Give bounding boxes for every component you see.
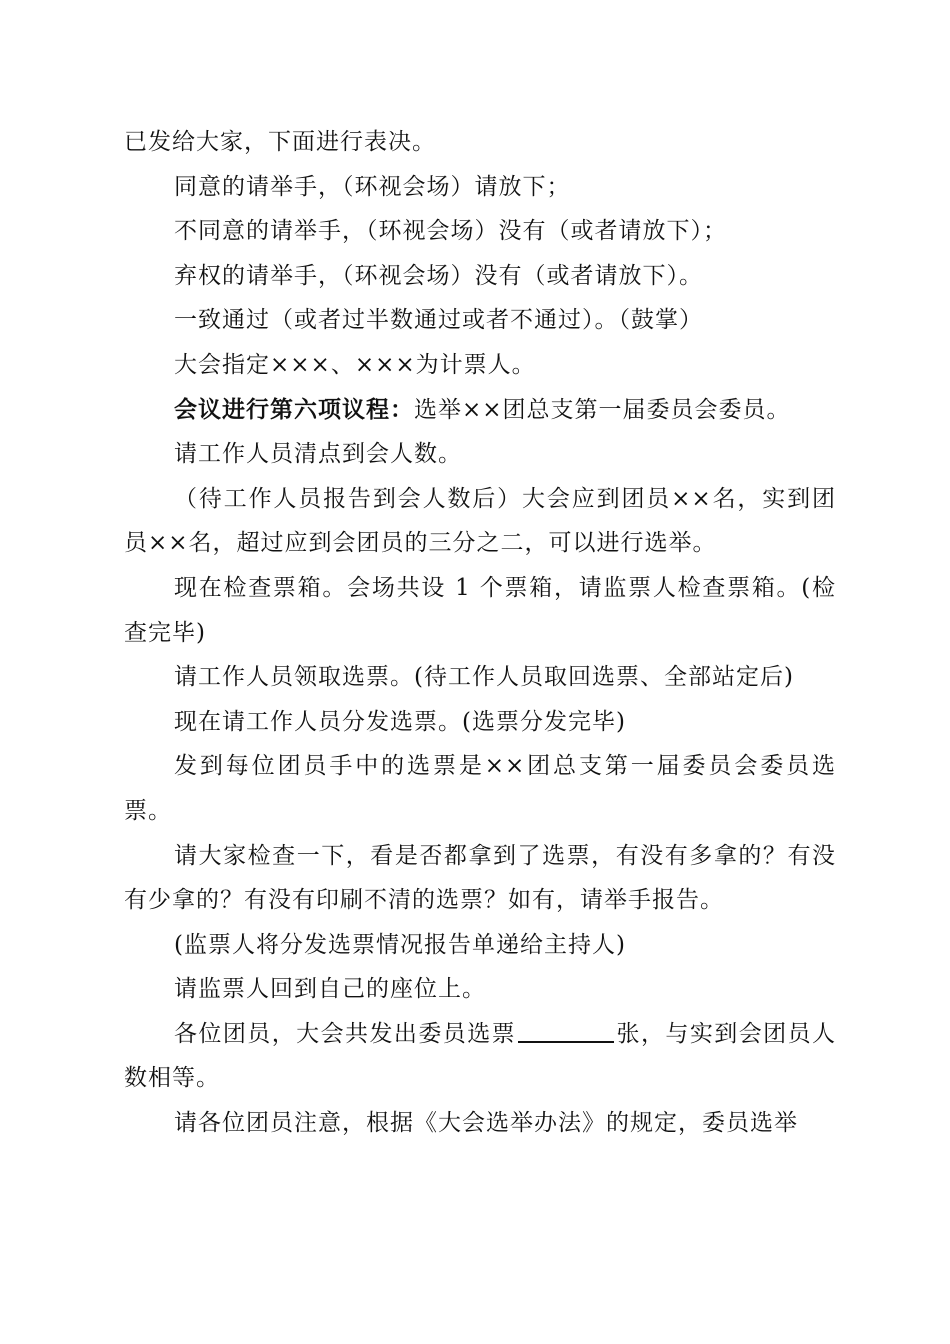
paragraph-ballot-type: 发到每位团员手中的选票是××团总支第一届委员会委员选票。 [124, 753, 836, 824]
document-body [124, 120, 836, 1146]
paragraph-check-ballots: 请大家检查一下，看是否都拿到了选票，有没有多拿的？有没有少拿的？有没有印刷不清的选票？如有，请举手报告。 [124, 842, 836, 914]
paragraph-attendance: （待工作人员报告到会人数后）大会应到团员××名，实到团员××名，超过应到会团员的三分之二，可以进行选举。 [124, 485, 836, 557]
paragraph-agenda-item-six [124, 388, 836, 433]
agenda-item-lead: 会议进行第六项议程： [174, 396, 414, 423]
paragraph-election-rules: 请各位团员注意，根据《大会选举办法》的规定，委员选举 [174, 1110, 798, 1137]
paragraph-ballot-count [124, 1012, 836, 1101]
paragraph-ballot-box: 现在检查票箱。会场共设 1 个票箱，请监票人检查票箱。(检查完毕) [124, 574, 836, 646]
agenda-item-text: 选举××团总支第一届委员会委员。 [414, 396, 791, 423]
ballot-count-blank [518, 1017, 614, 1043]
paragraph-return-seats: 请监票人回到自己的座位上。 [174, 976, 486, 1003]
paragraph-distribute-ballots: 现在请工作人员分发选票。(选票分发完毕) [174, 708, 626, 735]
paragraph-disagree: 不同意的请举手，（环视会场）没有（或者请放下）； [174, 218, 727, 245]
paragraph-headcount: 请工作人员清点到会人数。 [174, 441, 462, 468]
paragraph-counters: 大会指定×××、×××为计票人。 [174, 351, 536, 378]
paragraph-agree: 同意的请举手，（环视会场）请放下； [174, 173, 571, 200]
ballot-count-after: 张，与实到会团员人数相等。 [124, 1020, 837, 1092]
paragraph-continuation: 已发给大家，下面进行表决。 [124, 129, 436, 155]
paragraph-result: 一致通过（或者过半数通过或者不通过）。（鼓掌） [174, 307, 703, 334]
paragraph-abstain: 弃权的请举手，（环视会场）没有（或者请放下）。 [174, 262, 703, 289]
ballot-count-before: 各位团员，大会共发出委员选票 [174, 1020, 517, 1047]
paragraph-collect-ballots: 请工作人员领取选票。(待工作人员取回选票、全部站定后) [174, 664, 794, 691]
paragraph-report-sheet: (监票人将分发选票情况报告单递给主持人) [174, 931, 626, 958]
